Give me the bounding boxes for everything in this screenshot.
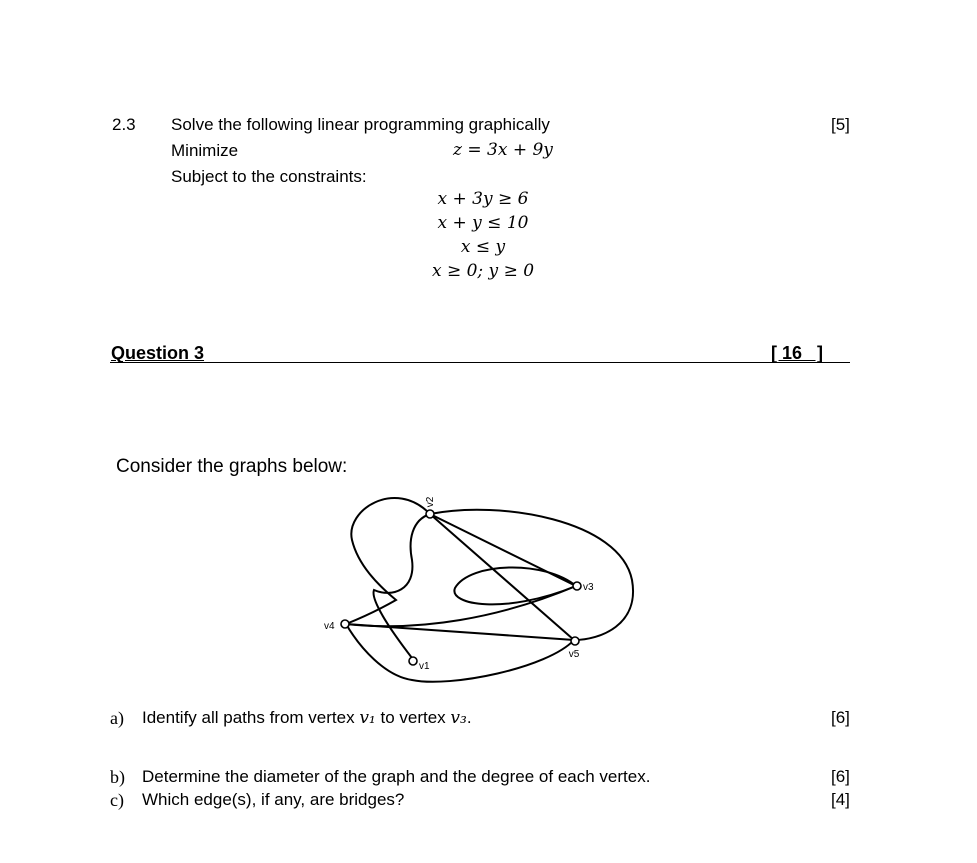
part-a-text: Identify all paths from vertex v₁ to vertex v₃. bbox=[142, 708, 472, 728]
constraint: x ≤ y bbox=[460, 237, 506, 257]
part-label: a) bbox=[110, 708, 124, 728]
edge-v3-loop bbox=[454, 567, 576, 604]
vertex-v4 bbox=[341, 620, 349, 628]
vertex-label-v2: v2 bbox=[425, 496, 436, 508]
question-marks: [5] bbox=[831, 115, 850, 134]
part-label: b) bbox=[110, 767, 125, 787]
vertex-label-v1: v1 bbox=[419, 661, 430, 672]
part-marks: [4] bbox=[831, 790, 850, 809]
part-c-text: Which edge(s), if any, are bridges? bbox=[142, 790, 405, 809]
part-marks: [6] bbox=[831, 708, 850, 727]
vertex-label-v3: v3 bbox=[583, 582, 594, 593]
vertex-v5 bbox=[571, 637, 579, 645]
vertex-label-v5: v5 bbox=[568, 649, 580, 660]
vertex-v1 bbox=[409, 657, 417, 665]
minimize-label: Minimize bbox=[171, 141, 239, 160]
edge-v2-v4-curve bbox=[346, 498, 430, 624]
vertex-label-v4: v4 bbox=[324, 621, 335, 632]
heading-rule bbox=[110, 362, 850, 363]
objective-function: z = 3x + 9y bbox=[453, 140, 553, 160]
section-marks: [ 16 ] bbox=[771, 343, 824, 363]
question-number: 2.3 bbox=[112, 115, 136, 134]
section-heading: Question 3 bbox=[111, 343, 205, 363]
graph-figure bbox=[300, 485, 660, 695]
part-b-text: Determine the diameter of the graph and the degree of each vertex. bbox=[142, 767, 651, 786]
constraint: x ≥ 0; y ≥ 0 bbox=[431, 261, 535, 281]
vertex-v3 bbox=[573, 582, 581, 590]
subject-to-label: Subject to the constraints: bbox=[171, 167, 367, 186]
constraint: x + y ≤ 10 bbox=[437, 213, 529, 233]
edge-v2-v3 bbox=[430, 514, 576, 586]
part-marks: [6] bbox=[831, 767, 850, 786]
question-title: Solve the following linear programming graphically bbox=[171, 115, 550, 134]
constraint: x + 3y ≥ 6 bbox=[437, 189, 529, 209]
graph-intro: Consider the graphs below: bbox=[116, 456, 348, 477]
vertex-v2 bbox=[426, 510, 434, 518]
part-label: c) bbox=[110, 790, 124, 810]
